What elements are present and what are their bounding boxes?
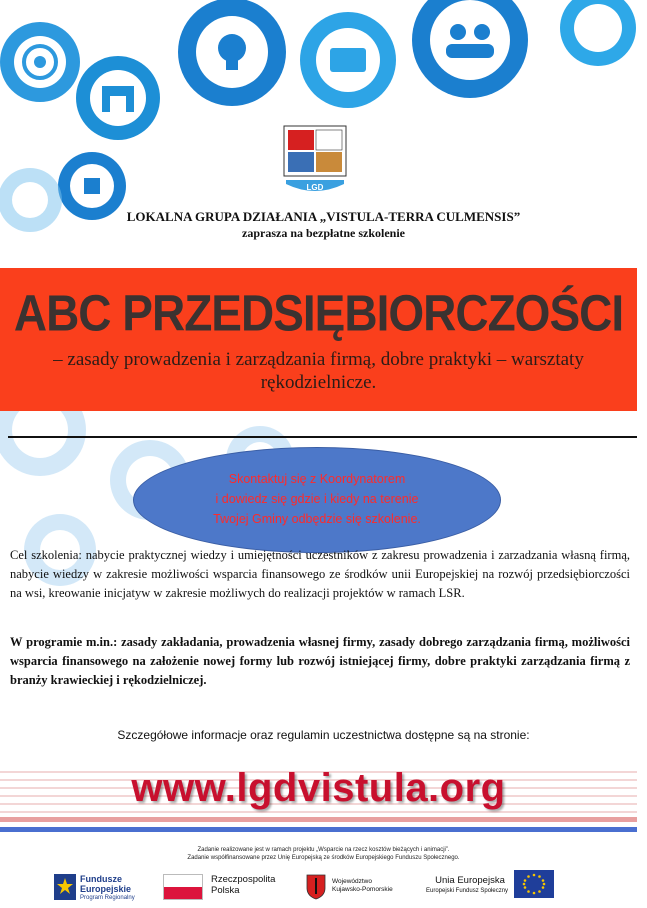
gear-lightbulb-icon xyxy=(178,0,286,106)
title-banner xyxy=(0,268,637,411)
rp-name: Rzeczpospolita Polska xyxy=(211,874,276,896)
training-subtitle: – zasady prowadzenia i zarządzania firmą, dobre praktyki – warsztaty rękodzielnicze. xyxy=(53,349,584,393)
fe-name: Fundusze Europejskie xyxy=(80,874,132,894)
contact-callout-text xyxy=(133,469,501,529)
gear-card-icon xyxy=(300,12,396,108)
gear-small-icon xyxy=(560,0,636,66)
callout-line: Skontaktuj się z Koordynatorem xyxy=(228,472,406,486)
callout-line: i dowiedz się gdzie i kiedy na terenie xyxy=(215,492,419,506)
divider xyxy=(8,436,637,438)
website-link[interactable]: www.lgdvistula.org xyxy=(131,766,506,810)
gear-people-icon xyxy=(412,0,528,98)
callout-line: Twojej Gminy odbędzie się szkolenie. xyxy=(213,512,421,526)
fe-program: Program Regionalny xyxy=(80,895,135,901)
invitation-text: zaprasza na bezpłatne szkolenie xyxy=(242,226,405,240)
kp-name: Województwo Kujawsko-Pomorskie xyxy=(332,878,393,893)
lgd-logo xyxy=(282,124,348,196)
program-description: W programie m.in.: zasady zakładania, prowadzenia własnej firmy, zasady dobrego zarządzania firmą, możliwości wsparcia finansowego na założenie nowej formy lub rozwój istniejącej firmy, dobre praktyki zarządzania firmą z branży krawieckiej i rękodzielniczej. xyxy=(10,635,630,687)
ue-fund: Europejski Fundusz Społeczny xyxy=(426,888,509,894)
gear-target-icon xyxy=(0,22,80,102)
fe-star-icon xyxy=(54,874,76,900)
training-goal: Cel szkolenia: nabycie praktycznej wiedzy i umiejętności uczestników z zakresu prowadzenia i zarzadzania własną firmą, nabycie wiedzy w zakresie możliwości wsparcia finansowego ze środków unii Europejskiej na rozwój przedsiębiorczości na wsi, kreowanie inicjatyw w zakresie możliwych do realizacji projektów w ramach LSR. xyxy=(10,548,630,600)
funding-note-line: Zadanie współfinansowane przez Unię Europejską ze środków Europejskiego Funduszu Społecznego. xyxy=(187,855,460,861)
gear-shop-icon xyxy=(76,56,160,140)
funding-note xyxy=(0,846,647,862)
info-text: Szczegółowe informacje oraz regulamin uczestnictwa dostępne są na stronie: xyxy=(117,728,530,742)
kp-shield-icon xyxy=(306,874,326,900)
funding-note-line: Zadanie realizowane jest w ramach projektu „Wsparcie na rzecz kosztów bieżących i animacji”. xyxy=(197,847,450,853)
training-title: ABC PRZEDSIĘBIORCZOŚCI xyxy=(13,284,624,342)
eu-flag-icon xyxy=(514,870,554,898)
ue-name: Unia Europejska xyxy=(435,875,505,886)
polish-flag-icon xyxy=(163,874,203,900)
organization-name: LOKALNA GRUPA DZIAŁANIA „VISTULA-TERRA CULMENSIS” xyxy=(126,209,521,224)
organizer-block xyxy=(0,208,647,242)
sponsor-logos xyxy=(0,868,647,908)
logo-label: LGD xyxy=(306,183,324,192)
